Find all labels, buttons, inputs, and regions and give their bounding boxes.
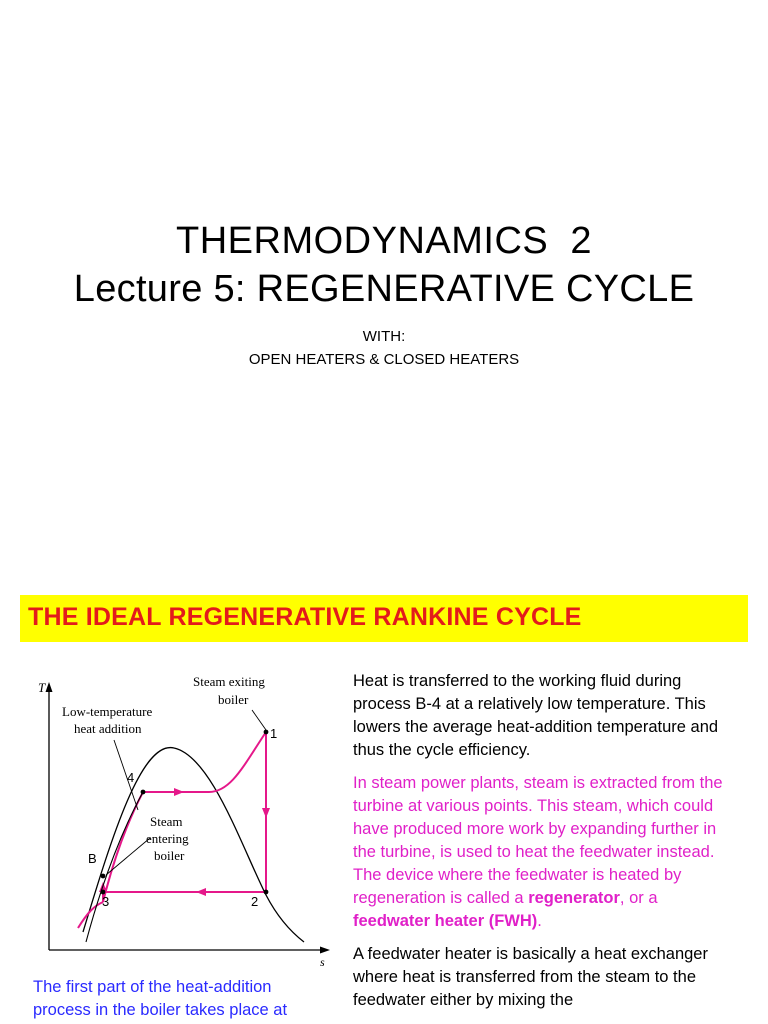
low-temp-label-1: Low-temperature bbox=[62, 704, 153, 719]
paragraph-feedwater-heater: A feedwater heater is basically a heat exchanger where heat is transferred from the steam to the feedwater either by mixing the bbox=[353, 945, 708, 1009]
point-4-label: 4 bbox=[127, 770, 135, 785]
section-banner bbox=[20, 595, 748, 642]
lecture-title: Lecture 5: REGENERATIVE CYCLE bbox=[73, 268, 695, 310]
point-2-label: 2 bbox=[251, 894, 259, 909]
steam-entering-label-2: entering bbox=[146, 831, 189, 846]
steam-entering-leader bbox=[106, 838, 150, 875]
steam-exiting-label-1: Steam exiting bbox=[193, 674, 265, 689]
y-axis-arrow bbox=[46, 682, 53, 692]
state-b-dot bbox=[101, 874, 106, 879]
explanation-column bbox=[353, 670, 731, 1022]
content-slide bbox=[0, 576, 768, 1024]
course-title: THERMODYNAMICS 2 bbox=[176, 220, 592, 262]
fwh-term: feedwater heater (FWH) bbox=[353, 912, 538, 930]
state-4-dot bbox=[141, 790, 146, 795]
subtitle bbox=[0, 325, 768, 371]
state-2-dot bbox=[264, 890, 269, 895]
banner-title: THE IDEAL REGENERATIVE RANKINE CYCLE bbox=[28, 603, 582, 631]
point-b-label: B bbox=[88, 851, 97, 866]
saturation-dome bbox=[83, 748, 304, 942]
low-temp-leader bbox=[114, 740, 138, 810]
arrow-down bbox=[262, 808, 270, 818]
para2-mid: , or a bbox=[619, 889, 658, 907]
para2-end: . bbox=[537, 912, 542, 930]
process-4-boiler bbox=[143, 732, 266, 792]
steam-exiting-leader bbox=[252, 710, 266, 730]
arrow-left bbox=[196, 888, 206, 896]
paragraph-heat-transfer: Heat is transferred to the working fluid during process B-4 at a relatively low temperature. This lowers the average heat-addition temperature and thus the cycle efficiency. bbox=[353, 672, 719, 759]
steam-entering-label-3: boiler bbox=[154, 848, 185, 863]
arrow-4-right bbox=[174, 788, 184, 796]
title-block bbox=[0, 218, 768, 314]
point-1-label: 1 bbox=[270, 726, 278, 741]
paragraph-steam-extraction bbox=[353, 772, 731, 933]
x-axis-arrow bbox=[320, 947, 330, 954]
regenerator-term: regenerator bbox=[528, 889, 620, 907]
subtitle-line-1: WITH: bbox=[362, 328, 406, 345]
process-b-4 bbox=[103, 792, 143, 902]
para2-text: In steam power plants, steam is extracted from the turbine at various points. This steam, which could have produced more work by expanding further in the turbine, is used to heat the feedwater instead. The device where the feedwater is heated by regeneration is called a bbox=[353, 774, 723, 907]
low-temp-label-2: heat addition bbox=[74, 721, 142, 736]
axis-x-label: s bbox=[320, 955, 325, 969]
steam-entering-label-1: Steam bbox=[150, 814, 183, 829]
axis-y-label: T bbox=[38, 680, 46, 695]
state-1-dot bbox=[264, 730, 269, 735]
ts-diagram bbox=[26, 670, 336, 972]
isobar-line bbox=[86, 792, 143, 942]
left-note: The first part of the heat-addition process in the boiler takes place at bbox=[33, 978, 288, 1019]
point-3-label: 3 bbox=[102, 894, 110, 909]
steam-exiting-label-2: boiler bbox=[218, 692, 249, 707]
subtitle-line-2: OPEN HEATERS & CLOSED HEATERS bbox=[248, 351, 520, 368]
